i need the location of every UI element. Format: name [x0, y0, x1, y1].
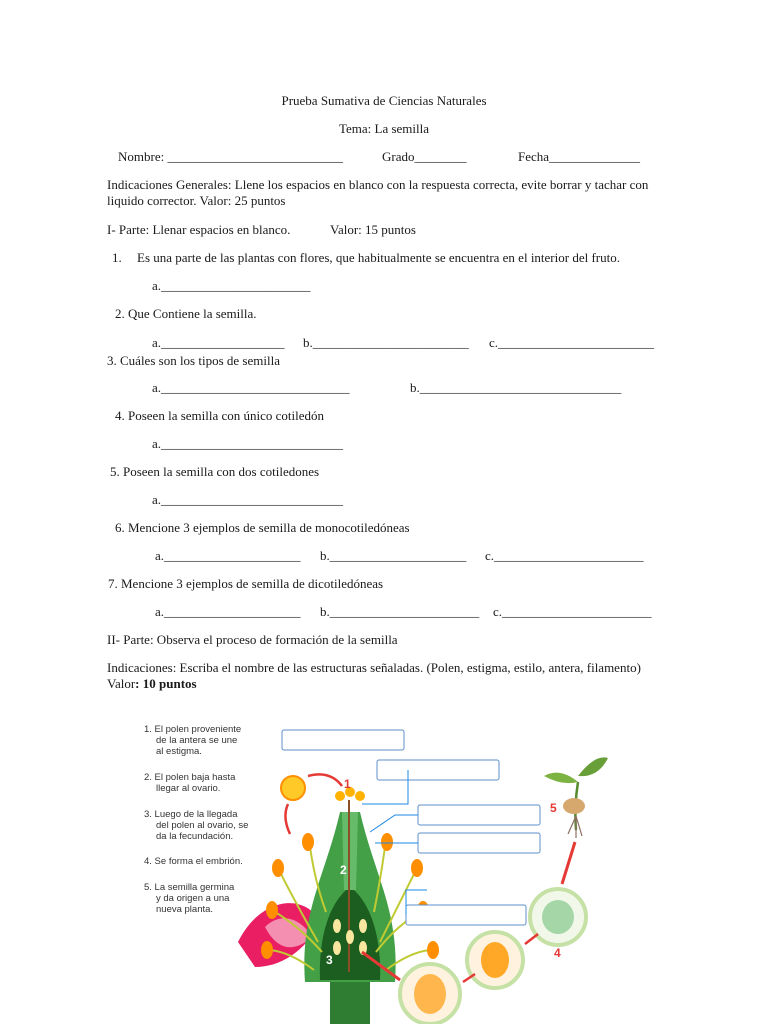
question-5-text: 5. Poseen la semilla con dos cotiledones [110, 464, 320, 479]
stigma-lobe-3 [355, 791, 365, 801]
marker-1: 1 [344, 777, 351, 791]
question-1-number: 1. [112, 250, 122, 265]
question-7-text: 7. Mencione 3 ejemplos de semilla de dicotiledóneas [108, 576, 384, 591]
step-5-line-3: nueva planta. [156, 904, 214, 915]
label-box-5[interactable] [406, 905, 526, 925]
step-3-line-2: del polen al ovario, se [156, 820, 249, 831]
seed-core [542, 900, 574, 934]
step-5-line-2: y da origen a una [156, 893, 230, 904]
ovule-5 [346, 930, 354, 944]
label-box-1[interactable] [282, 730, 404, 750]
step-1-line-2: de la antera se une [156, 735, 238, 746]
pollen-grain [281, 776, 305, 800]
date-field[interactable]: Fecha______________ [518, 149, 641, 164]
question-6-text: 6. Mencione 3 ejemplos de semilla de monocotiledóneas [115, 520, 410, 535]
ovule-2 [359, 919, 367, 933]
part1-value: Valor: 15 puntos [330, 222, 416, 237]
sprout-seed [563, 798, 585, 814]
ovule-1 [333, 919, 341, 933]
part2-instructions-text: Indicaciones: Escriba el nombre de las estructuras señaladas. (Polen, estigma, estilo, antera, filamento) Valor [107, 660, 641, 691]
question-4-text: 4. Poseen la semilla con único cotiledón [115, 408, 325, 423]
seed-formation-diagram [130, 712, 608, 1024]
answer-7b[interactable]: b._______________________ [320, 604, 480, 619]
step-1-line-1: 1. El polen proveniente [144, 724, 242, 735]
answer-2a[interactable]: a.___________________ [152, 335, 285, 350]
part2-heading: II- Parte: Observa el proceso de formación de la semilla [107, 632, 398, 647]
answer-1a[interactable]: a._______________________ [152, 278, 311, 293]
question-1-text: Es una parte de las plantas con flores, que habitualmente se encuentra en el interior del fruto. [137, 250, 620, 265]
svg-text:3. Luego de la llegadadel pole [144, 809, 248, 842]
answer-2c[interactable]: c.________________________ [489, 335, 655, 350]
question-3-text: 3. Cuáles son los tipos de semilla [107, 353, 280, 368]
answer-6a[interactable]: a._____________________ [155, 548, 301, 563]
step-5-line-1: 5. La semilla germina [144, 882, 235, 893]
answer-2b[interactable]: b.________________________ [303, 335, 469, 350]
answer-4a[interactable]: a.____________________________ [152, 436, 344, 451]
step-1-line-3: al estigma. [156, 746, 202, 757]
grade-field[interactable]: Grado________ [382, 149, 467, 164]
part2-value: : 10 puntos [135, 676, 197, 691]
page-title: Prueba Sumativa de Ciencias Naturales [281, 93, 487, 108]
step-2-line-1: 2. El polen baja hasta [144, 772, 236, 783]
name-field[interactable]: Nombre: ___________________________ [118, 149, 343, 164]
part2-instructions [107, 660, 647, 692]
answer-3b[interactable]: b._______________________________ [410, 380, 622, 395]
step-4-line-1: 4. Se forma el embrión. [144, 856, 243, 867]
svg-text:4. Se forma el embrión. [144, 856, 243, 867]
step-2-line-2: llegar al ovario. [156, 783, 221, 794]
answer-6b[interactable]: b._____________________ [320, 548, 467, 563]
fertilized-ovule-core [414, 974, 446, 1014]
step-3-line-1: 3. Luego de la llegada [144, 809, 238, 820]
label-box-3[interactable] [418, 805, 540, 825]
label-box-2[interactable] [377, 760, 499, 780]
marker-4: 4 [554, 946, 561, 960]
answer-5a[interactable]: a.____________________________ [152, 492, 344, 507]
step-3-line-3: da la fecundación. [156, 831, 234, 842]
label-box-4[interactable] [418, 833, 540, 853]
ovule-3 [333, 941, 341, 955]
part1-heading: I- Parte: Llenar espacios en blanco. [107, 222, 291, 237]
answer-6c[interactable]: c._______________________ [485, 548, 644, 563]
topic-line: Tema: La semilla [338, 121, 430, 136]
marker-5: 5 [550, 801, 557, 815]
marker-2: 2 [340, 863, 347, 877]
marker-3: 3 [326, 953, 333, 967]
answer-3a[interactable]: a._____________________________ [152, 380, 350, 395]
embryo-core [481, 942, 509, 978]
stigma-lobe-1 [335, 791, 345, 801]
answer-7a[interactable]: a._____________________ [155, 604, 301, 619]
answer-7c[interactable]: c._______________________ [493, 604, 652, 619]
question-2-text: 2. Que Contiene la semilla. [115, 306, 257, 321]
seed-formation-figure [130, 712, 608, 1024]
general-instructions: Indicaciones Generales: Llene los espacios en blanco con la respuesta correcta, evite borrar y tachar con liquido corrector. Valor: 25 puntos [107, 177, 649, 208]
